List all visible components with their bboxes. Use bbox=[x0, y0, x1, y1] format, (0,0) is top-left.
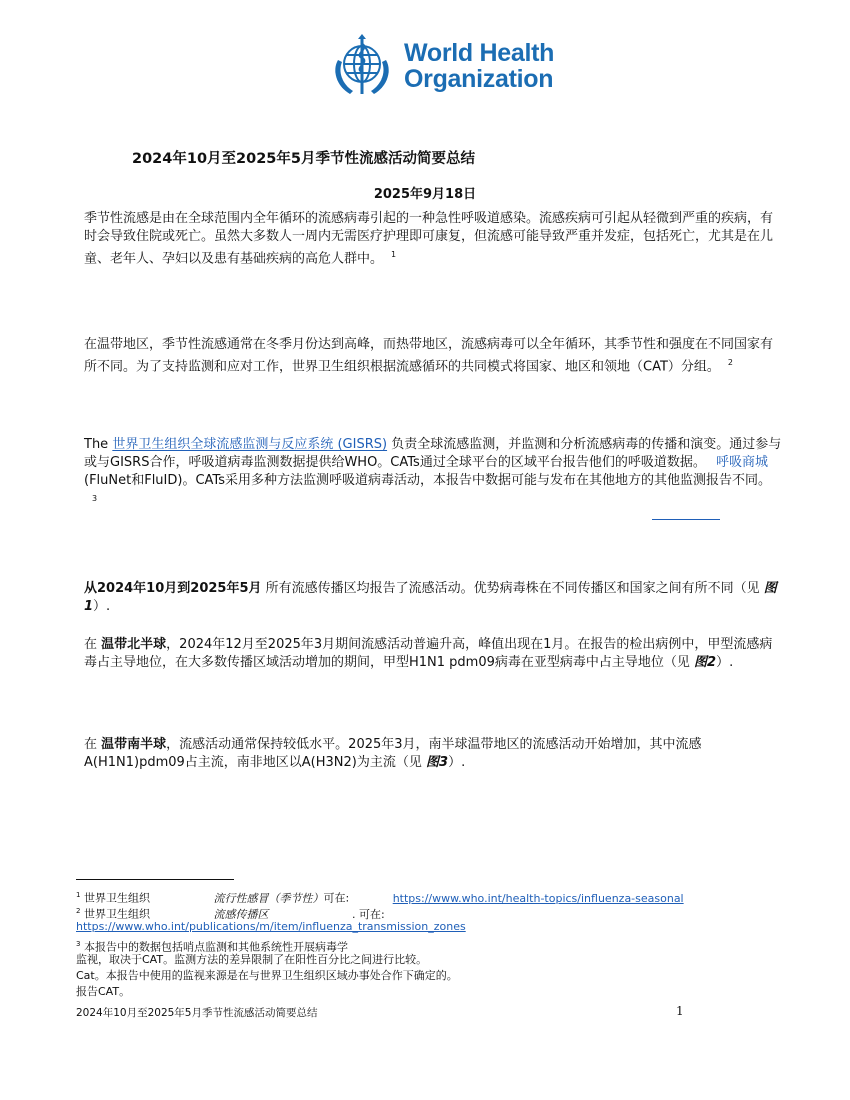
footnote-ref-2[interactable]: 2 bbox=[727, 358, 733, 367]
footnote-1: $^1$ 世界卫生组织 流行性感冒（季节性）可在: https://www.who.int/health-topics/influenza-seasonal bbox=[76, 891, 684, 905]
footnote-2-url bbox=[76, 920, 466, 934]
footnote-3-line-4: 报告CAT。 bbox=[76, 985, 131, 998]
org-name: World Health Organization bbox=[404, 39, 555, 93]
respiratory-hub-link[interactable]: 呼吸商城 bbox=[715, 455, 768, 470]
who-logo bbox=[326, 30, 556, 102]
intro-paragraph: 季节性流感是由在全球范围内全年循环的流感病毒引起的一种急性呼吸道感染。流感疾病可引起从轻微到严重的疾病，有时会导致住院或死亡。虽然大多数人一周内无需医疗护理即可康复，但流感可能导致严重并发症，包括死亡，尤其是在儿童、老年人、孕妇以及患有基础疾病的高危人群中。 $^1$ bbox=[84, 211, 774, 267]
figure-1-ref[interactable]: 图1 bbox=[84, 581, 777, 614]
document-title: 2024年10月至2025年5月季节性流感活动简要总结 bbox=[132, 151, 475, 167]
figure-2-ref[interactable]: 图2 bbox=[694, 655, 717, 670]
footnote-ref-1[interactable]: 1 bbox=[391, 250, 397, 259]
footnote-2: $^2$ 世界卫生组织 流感传播区 . 可在: bbox=[76, 907, 385, 921]
link-underline bbox=[652, 519, 720, 520]
document-date: 2025年9月18日 bbox=[373, 187, 477, 202]
footnote-2-link[interactable]: https://www.who.int/publications/m/item/influenza_transmission_zones bbox=[76, 920, 466, 933]
running-footer-title: 2024年10月至2025年5月季节性流感活动简要总结 bbox=[76, 1007, 318, 1019]
overview-paragraph: 从2024年10月到2025年5月 所有流感传播区均报告了流感活动。优势病毒株在不同传播区和国家之间有所不同（见 图1）. bbox=[84, 581, 777, 614]
footnote-divider bbox=[76, 879, 234, 880]
footnote-3: $^3$ 本报告中的数据包括哨点监测和其他系统性开展病毒学 bbox=[76, 940, 348, 954]
gisrs-link[interactable]: 世界卫生组织全球流感监测与反应系统 (GISRS) bbox=[112, 437, 388, 452]
figure-3-ref[interactable]: 图3 bbox=[426, 755, 449, 770]
footnote-3-line-2: 监视，取决于CAT。监测方法的差异限制了在阳性百分比之间进行比较。 bbox=[76, 953, 428, 966]
footnote-3-line-3: Cat。本报告中使用的监视来源是在与世界卫生组织区域办事处合作下确定的。 bbox=[76, 969, 458, 982]
zones-paragraph: 在温带地区，季节性流感通常在冬季月份达到高峰，而热带地区，流感病毒可以全年循环，其季节性和强度在不同国家有所不同。为了支持监测和应对工作，世界卫生组织根据流感循环的共同模式将国家、地区和领地（CAT）分组。 $^2$ bbox=[84, 337, 774, 375]
gisrs-paragraph: The 世界卫生组织全球流感监测与反应系统 (GISRS) 负责全球流感监测，并监测和分析流感病毒的传播和演变。通过参与或与GISRS合作，呼吸道病毒监测数据提供给WHO。CATs通过全球平台的区域平台报告他们的呼吸道数据。 呼吸商城 (FluNet和FluID)。CATs采用多种方法监测呼吸道病毒活动，本报告中数据可能与发布在其他地方的其他监测报告不同。$^3$ bbox=[84, 437, 782, 503]
northern-hemisphere-paragraph: 在 温带北半球，2024年12月至2025年3月期间流感活动普遍升高，峰值出现在1月。在报告的检出病例中，甲型流感病毒占主导地位，在大多数传播区域活动增加的期间，甲型H1N1 pdm09病毒在亚型病毒中占主导地位（见 图2）. bbox=[84, 637, 773, 670]
footnote-ref-3[interactable]: 3 bbox=[92, 494, 98, 503]
page-number: 1 bbox=[676, 1004, 684, 1018]
footnote-1-link[interactable]: https://www.who.int/health-topics/influenza-seasonal bbox=[392, 891, 684, 905]
who-emblem-icon bbox=[326, 30, 398, 102]
southern-hemisphere-paragraph: 在 温带南半球，流感活动通常保持较低水平。2025年3月，南半球温带地区的流感活动开始增加，其中流感A(H1N1)pdm09占主流，南非地区以A(H3N2)为主流（见 图3）. bbox=[84, 737, 702, 770]
